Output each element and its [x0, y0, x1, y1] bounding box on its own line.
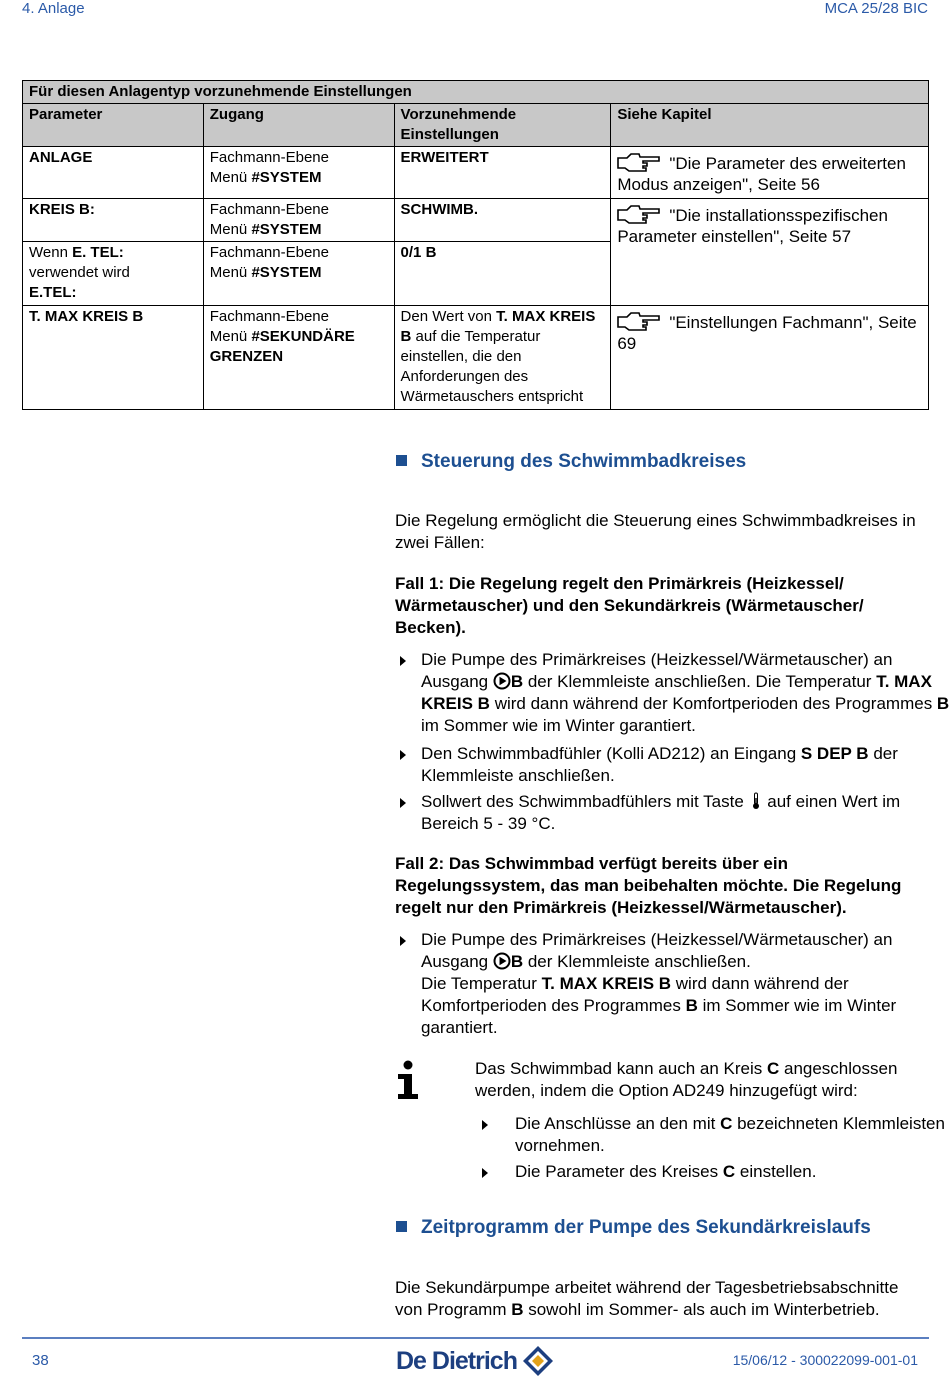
table-title: Für diesen Anlagentyp vorzunehmende Einstellungen: [23, 81, 929, 104]
setting-text: auf die Temperatur einstellen, die den Anforderungen des Wärmetauschers entspricht: [400, 328, 584, 405]
bullet-arrow-icon: [400, 750, 406, 760]
table-row: [23, 306, 929, 410]
text-bold: B: [510, 672, 524, 691]
bullet-arrow-icon: [400, 936, 406, 946]
case1-heading: Fall 1: Die Regelung regelt den Primärkreis (Heizkessel/ Wärmetauscher) und den Sekundärkreis (Wärmetauscher/ Becken).: [395, 574, 864, 637]
access-cell: [203, 199, 394, 242]
text: angeschlossen werden, indem die Option AD249 hinzugefügt wird:: [475, 1059, 898, 1100]
text: einstellen.: [735, 1162, 817, 1181]
section-square-icon: [396, 1221, 407, 1232]
text: Die Pumpe des Primärkreises (Heizkessel/Wärmetauscher) an Ausgang: [421, 930, 893, 971]
case2-heading: Fall 2: Das Schwimmbad verfügt bereits über ein Regelungssystem, das man beibehalten möchte. Die Regelung regelt nur den Primärkreis (Heizkessel/Wärmetauscher).: [395, 854, 902, 917]
ref-link[interactable]: "Die Parameter des erweiterten Modus anzeigen", Seite 56: [617, 154, 906, 194]
list-item: [482, 1161, 950, 1183]
table-row: [23, 147, 929, 199]
info-icon: [396, 1060, 420, 1100]
access-menu: Menü: [209, 221, 252, 238]
bullet-arrow-icon: [482, 1120, 488, 1130]
text-bold: B: [511, 1300, 524, 1319]
text: wird dann während der Komfortperioden des Programmes: [421, 974, 849, 1015]
access-cell: [203, 242, 394, 306]
section-title-pool: [396, 451, 746, 473]
col-access: Zugang: [203, 104, 394, 147]
pointing-hand-icon: [617, 152, 661, 172]
text: Den Schwimmbadfühler (Kolli AD212) an Eingang: [421, 744, 801, 763]
document-reference: 15/06/12 - 300022099-001-01: [732, 1352, 918, 1368]
col-setting: Vorzunehmende Einstellungen: [394, 104, 611, 147]
param-text: verwendet wird: [29, 264, 130, 281]
text: Das Schwimmbad kann auch an Kreis: [475, 1059, 767, 1078]
access-level: Fachmann-Ebene: [209, 149, 329, 166]
header-chapter: 4. Anlage: [22, 0, 85, 17]
ref-link[interactable]: "Die installationsspezifischen Parameter einstellen", Seite 57: [617, 206, 888, 246]
text: der Klemmleiste anschließen.: [523, 952, 751, 971]
section-title-text: Steuerung des Schwimmbadkreises: [421, 451, 747, 472]
text: der Klemmleiste anschließen. Die Temperatur: [523, 672, 877, 691]
access-cell: [203, 147, 394, 199]
setting-code: T. MAX KREIS B: [400, 308, 596, 345]
param-cell: KREIS B:: [23, 199, 204, 242]
intro-paragraph: Die Regelung ermöglicht die Steuerung eines Schwimmbadkreises in zwei Fällen:: [395, 511, 916, 552]
text-bold: B: [685, 996, 698, 1015]
param-code: E.TEL:: [29, 284, 77, 301]
access-level: Fachmann-Ebene: [209, 308, 329, 325]
brand: [396, 1343, 555, 1379]
bullet-arrow-icon: [400, 798, 406, 808]
info-note: [475, 1058, 935, 1102]
output-play-icon: [493, 952, 511, 970]
bullet-arrow-icon: [400, 656, 406, 666]
col-parameter: Parameter: [23, 104, 204, 147]
text-bold: C: [766, 1059, 780, 1078]
section-title-pump: [396, 1217, 871, 1239]
setting-text: Den Wert von: [400, 308, 497, 325]
access-cell: [203, 306, 394, 410]
text: wird dann während der Komfortperioden des Programmes: [489, 694, 937, 713]
pump-paragraph: [395, 1277, 930, 1321]
page-number: 38: [32, 1352, 49, 1369]
list-item: [482, 1113, 950, 1157]
section-square-icon: [396, 455, 407, 466]
access-menu-name: #SYSTEM: [251, 264, 322, 281]
setting-cell: ERWEITERT: [394, 147, 611, 199]
access-menu: Menü: [209, 169, 252, 186]
footer-divider: [22, 1337, 929, 1339]
text-bold: T. MAX KREIS B: [421, 672, 932, 713]
setting-cell: [394, 306, 611, 410]
access-menu: Menü: [209, 264, 252, 281]
reference-cell: [611, 306, 929, 410]
thermometer-icon: [751, 792, 761, 810]
param-cell: [23, 242, 204, 306]
text-bold: C: [720, 1114, 733, 1133]
list-item: [400, 791, 950, 835]
text: bezeichneten Klemmleisten vornehmen.: [515, 1114, 945, 1155]
param-cell: T. MAX KREIS B: [23, 306, 204, 410]
list-item: [400, 929, 950, 1039]
bullet-arrow-icon: [482, 1168, 488, 1178]
setting-cell: 0/1 B: [394, 242, 611, 306]
access-menu-name: #SYSTEM: [251, 221, 322, 238]
reference-cell: [611, 147, 929, 199]
section-title-text: Zeitprogramm der Pumpe des Sekundärkreislaufs: [421, 1217, 871, 1238]
text: Die Parameter des Kreises: [515, 1162, 723, 1181]
param-cell: ANLAGE: [23, 147, 204, 199]
pointing-hand-icon: [617, 311, 661, 331]
text-bold: C: [722, 1162, 736, 1181]
pointing-hand-icon: [617, 204, 661, 224]
header-model: MCA 25/28 BIC: [824, 0, 928, 17]
table-row: [23, 199, 929, 242]
table-header-row: [23, 104, 929, 147]
text: der Klemmleiste anschließen.: [421, 744, 898, 785]
param-code: E. TEL:: [72, 244, 124, 261]
text: im Sommer wie im Winter garantiert.: [421, 716, 696, 735]
text-bold: T. MAX KREIS B: [541, 974, 672, 993]
text: Die Temperatur: [421, 974, 542, 993]
output-play-icon: [493, 672, 511, 690]
list-item: [400, 743, 950, 787]
text: auf einen Wert im Bereich 5 - 39 °C.: [421, 792, 901, 833]
reference-cell: [611, 199, 929, 306]
access-menu: Menü: [209, 328, 252, 345]
access-menu-name: #SEKUNDÄRE GRENZEN: [209, 328, 355, 365]
text: sowohl im Sommer- als auch im Winterbetrieb.: [523, 1300, 880, 1319]
access-menu-name: #SYSTEM: [251, 169, 322, 186]
param-text: Wenn: [29, 244, 73, 261]
access-level: Fachmann-Ebene: [209, 244, 329, 261]
setting-cell: SCHWIMB.: [394, 199, 611, 242]
text: Die Pumpe des Primärkreises (Heizkessel/Wärmetauscher) an Ausgang: [421, 650, 893, 691]
text-bold: S DEP B: [800, 744, 869, 763]
text: Die Sekundärpumpe arbeitet während der Tagesbetriebsabschnitte von Programm: [395, 1278, 899, 1319]
settings-table: [22, 80, 929, 410]
text: Sollwert des Schwimmbadfühlers mit Taste: [421, 792, 749, 811]
brand-name: De Dietrich: [396, 1346, 517, 1375]
text-bold: B: [510, 952, 524, 971]
access-level: Fachmann-Ebene: [209, 201, 329, 218]
col-reference: Siehe Kapitel: [611, 104, 929, 147]
text-bold: B: [936, 694, 950, 713]
list-item: [400, 649, 950, 737]
text: Die Anschlüsse an den mit: [515, 1114, 721, 1133]
de-dietrich-logo: [521, 1344, 555, 1378]
text: im Sommer wie im Winter garantiert.: [421, 996, 897, 1037]
ref-link[interactable]: "Einstellungen Fachmann", Seite 69: [617, 313, 917, 353]
